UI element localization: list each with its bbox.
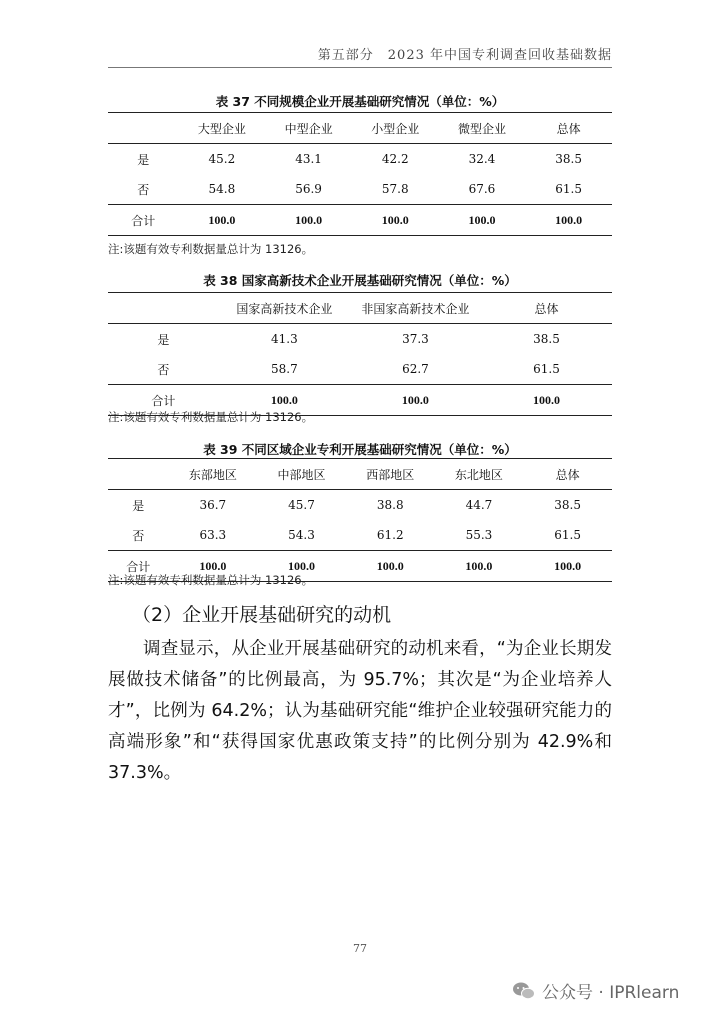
- table-cell: 38.5: [525, 144, 612, 175]
- table-cell: 38.5: [481, 324, 612, 355]
- table-cell: 61.5: [554, 528, 581, 542]
- table-cell: 38.8: [346, 490, 435, 521]
- table-39-note: 注:该题有效专利数据量总计为 13126。: [108, 573, 314, 587]
- header-cell: 非国家高新技术企业: [350, 293, 481, 324]
- table-header-row: [108, 293, 612, 324]
- table-cell: 37.3: [350, 324, 481, 355]
- row-label: 合计: [108, 551, 168, 582]
- table-cell: 100.0: [257, 551, 346, 582]
- header-cell: [108, 459, 168, 490]
- table-cell: 62.7: [402, 362, 429, 376]
- header-cell: 东部地区: [168, 459, 257, 490]
- header-cell: 总体: [523, 459, 612, 490]
- table-row: [108, 490, 612, 521]
- header-cell: 中型企业: [265, 113, 352, 144]
- table-cell: 45.2: [179, 144, 266, 175]
- body-paragraph: 调查显示，从企业开展基础研究的动机来看，“为企业长期发展做技术储备”的比例最高，为 95.7%；其次是“为企业培养人才”，比例为 64.2%；认为基础研究能“维护企业较强研究能力的高端形象”和“获得国家优惠政策支持”的比例分别为 42.9%和 37.3%。: [108, 639, 612, 783]
- table-38-caption: 表 38 国家高新技术企业开展基础研究情况（单位：%）: [203, 273, 517, 288]
- table-cell: 54.3: [288, 528, 315, 542]
- table-cell: 32.4: [439, 144, 526, 175]
- watermark: [512, 978, 679, 1003]
- table-cell: 55.3: [465, 528, 493, 542]
- table-38-note: 注:该题有效专利数据量总计为 13126。: [108, 410, 314, 424]
- table-row: [108, 520, 612, 551]
- table-cell: 58.7: [271, 362, 298, 376]
- table-cell: 100.0: [168, 551, 257, 582]
- header-rule: [108, 67, 612, 68]
- table-header-row: [108, 459, 612, 490]
- header-cell: 微型企业: [439, 113, 526, 144]
- table-cell: 100.0: [352, 205, 439, 236]
- table-cell: 42.2: [352, 144, 439, 175]
- table-37-caption: 表 37 不同规模企业开展基础研究情况（单位：%）: [215, 94, 505, 109]
- table-cell: 44.7: [435, 490, 524, 521]
- table-38: [108, 292, 612, 416]
- table-cell: 100.0: [523, 551, 612, 582]
- table-cell: 56.9: [295, 182, 322, 196]
- table-39: [108, 458, 612, 582]
- page-number: 77: [353, 942, 367, 955]
- table-total-row: [108, 205, 612, 236]
- table-cell: 100.0: [481, 385, 612, 416]
- row-label: 否: [137, 182, 150, 197]
- header-cell: 总体: [481, 293, 612, 324]
- table-37: [108, 112, 612, 236]
- table-cell: 100.0: [350, 385, 481, 416]
- header-cell: 国家高新技术企业: [219, 293, 350, 324]
- header-cell: 西部地区: [346, 459, 435, 490]
- table-cell: 61.5: [555, 182, 582, 196]
- table-37-note: 注:该题有效专利数据量总计为 13126。: [108, 242, 314, 256]
- row-label: 合计: [108, 385, 219, 416]
- wechat-icon: [512, 981, 536, 1001]
- table-cell: 100.0: [435, 551, 524, 582]
- row-label: 是: [108, 490, 168, 521]
- table-header-row: [108, 113, 612, 144]
- header-cell: 中部地区: [257, 459, 346, 490]
- header-cell: 大型企业: [179, 113, 266, 144]
- table-row: [108, 174, 612, 205]
- row-label: 是: [108, 324, 219, 355]
- table-cell: 38.5: [523, 490, 612, 521]
- table-cell: 45.7: [257, 490, 346, 521]
- row-label: 合计: [108, 205, 179, 236]
- table-cell: 43.1: [265, 144, 352, 175]
- table-cell: 63.3: [199, 528, 227, 542]
- table-row: [108, 354, 612, 385]
- header-cell: 小型企业: [352, 113, 439, 144]
- header-cell: 总体: [525, 113, 612, 144]
- table-cell: 100.0: [346, 551, 435, 582]
- table-cell: 100.0: [179, 205, 266, 236]
- section-heading: （2）企业开展基础研究的动机: [132, 604, 392, 626]
- row-label: 否: [157, 362, 170, 377]
- table-cell: 54.8: [208, 182, 236, 196]
- row-label: 是: [108, 144, 179, 175]
- header-cell: [108, 113, 179, 144]
- table-cell: 41.3: [219, 324, 350, 355]
- table-cell: 61.5: [533, 362, 560, 376]
- table-39-caption: 表 39 不同区域企业专利开展基础研究情况（单位：%）: [203, 442, 517, 457]
- table-cell: 100.0: [265, 205, 352, 236]
- watermark-text: 公众号 · IPRlearn: [542, 983, 680, 1003]
- running-header: 第五部分 2023 年中国专利调查回收基础数据: [317, 48, 612, 63]
- table-cell: 100.0: [525, 205, 612, 236]
- table-cell: 100.0: [219, 385, 350, 416]
- row-label: 否: [132, 528, 145, 543]
- table-cell: 61.2: [376, 528, 404, 542]
- header-cell: [108, 293, 219, 324]
- table-row: [108, 144, 612, 175]
- header-cell: 东北地区: [435, 459, 524, 490]
- table-cell: 36.7: [168, 490, 257, 521]
- table-cell: 67.6: [468, 182, 496, 196]
- table-cell: 100.0: [439, 205, 526, 236]
- table-cell: 57.8: [381, 182, 409, 196]
- table-row: [108, 324, 612, 355]
